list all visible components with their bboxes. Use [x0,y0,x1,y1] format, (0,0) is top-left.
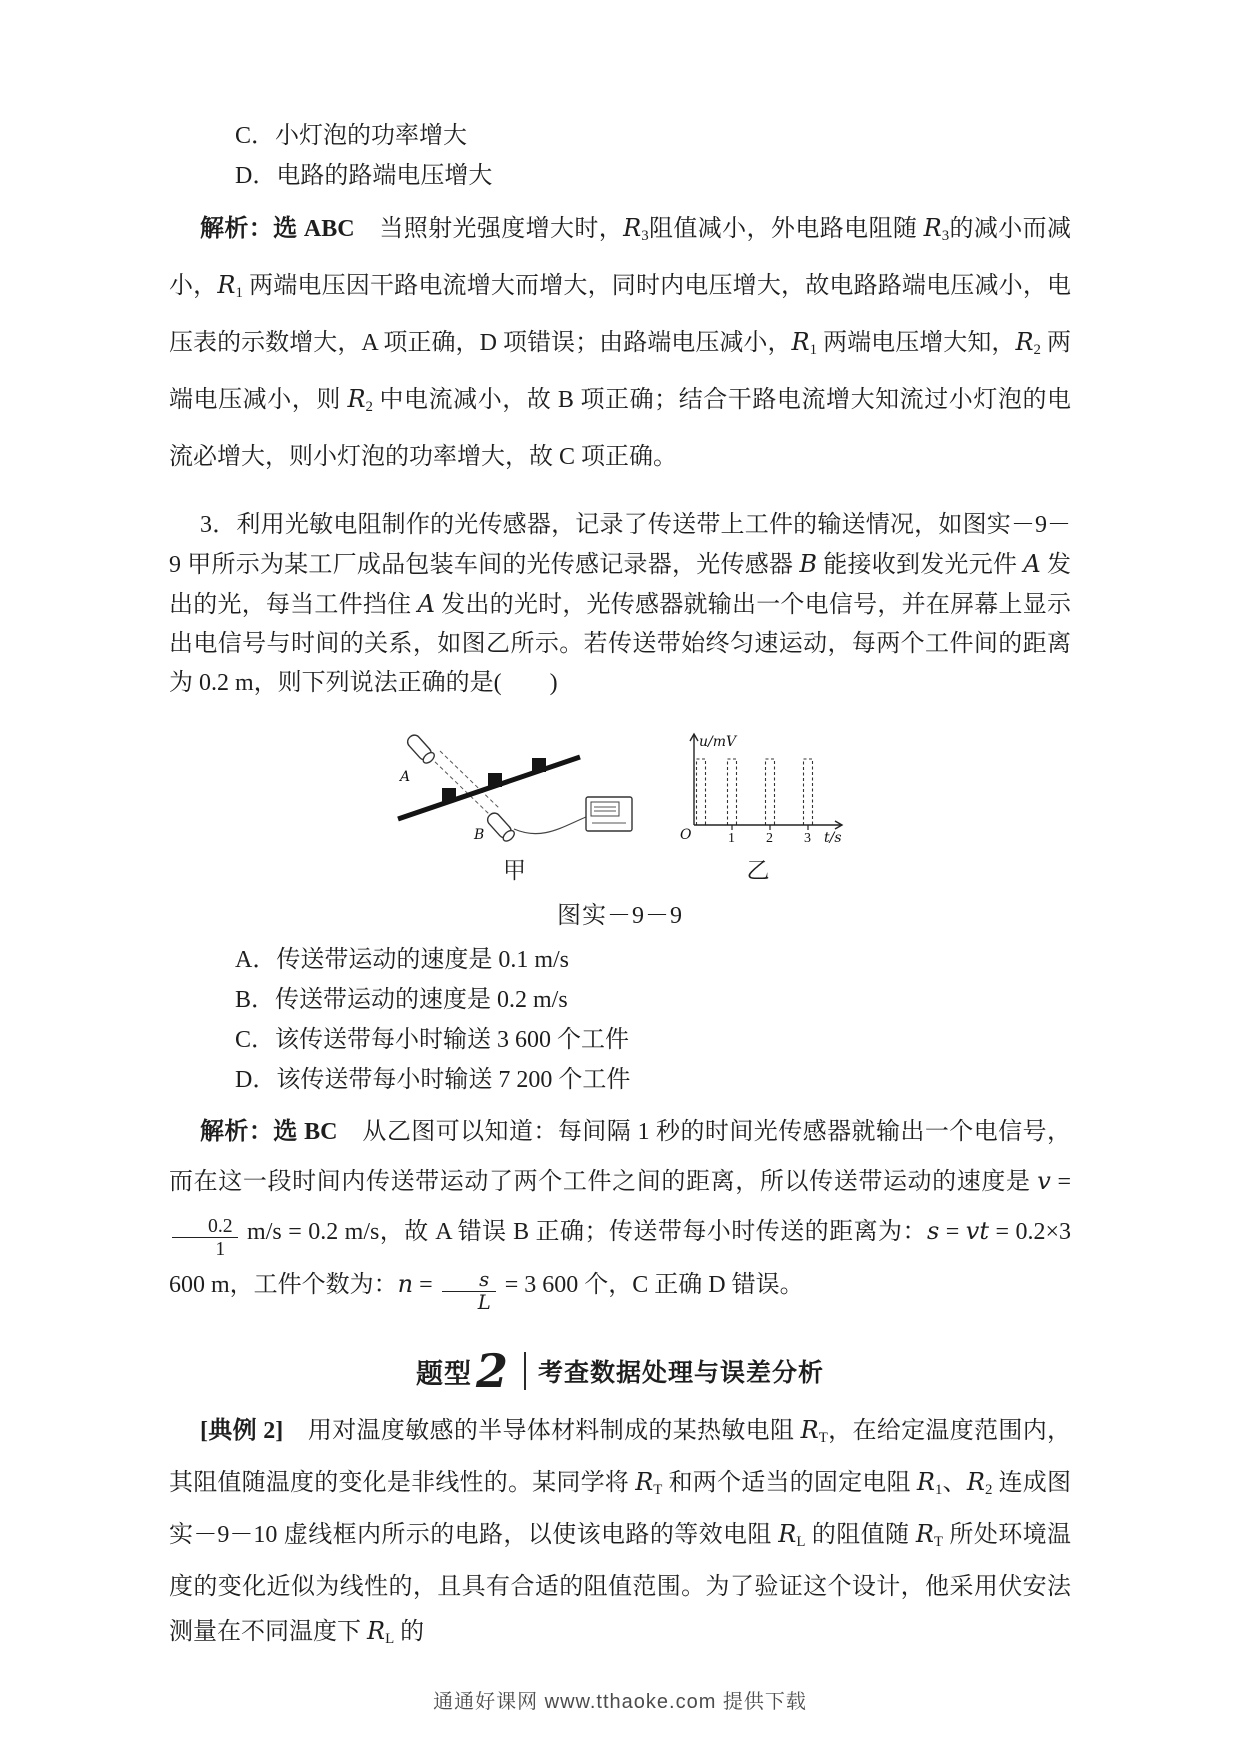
axis-origin-label: O [679,826,691,843]
tick-label: 3 [803,830,811,845]
analysis-2-lead: 解析：选 BC [200,1118,338,1145]
recorder-screen [591,802,619,816]
signal-graph [666,727,851,845]
signal-pulse [696,759,705,825]
section-number: 2 [475,1344,508,1399]
tick-label: 2 [765,830,773,845]
receiver-cylinder [485,810,516,842]
conveyor-diagram [390,727,640,845]
inline-fraction: $\frac{s}{L}$ [442,1269,496,1314]
figure-jia-label: 甲 [503,857,526,883]
signal-pulse [803,759,812,825]
analysis-1-body: 当照射光强度增大时，R3阻值减小，外电路电阻随 R3的减小而减小，R1 两端电压因干路电流增大而增大，同时内电压增大，故电路路端电压减小，电压表的示数增大，A 项正确，D 项错误；由路端电压减小，R1 两端电压增大知，R2 两端电压减小，则 R2 中电流减小，故 B 项正确；结合干路电流增大知流过小灯泡的电流必增大，则小灯泡的功率增大，故 C 项正确。 [169,214,1072,470]
figure-jia [390,727,640,885]
emitter-cylinder [405,732,436,764]
signal-pulse [727,759,736,825]
pulse-group [696,759,812,825]
belt-line [398,757,580,819]
figure-caption: 图实－9－9 [557,902,683,929]
page-footer: 通通好课网 www.tthaoke.com 提供下载 [433,1690,807,1713]
workpiece-square [442,788,456,802]
tick-label: 1 [727,830,735,845]
workpiece-square [532,758,546,772]
question-3-options [169,940,1071,1100]
workpiece-square [488,773,502,787]
page-content [169,116,1071,1685]
option-b: B．传送带运动的速度是 0.2 m/s [235,986,568,1013]
option-c: C．该传送带每小时输送 3 600 个工件 [235,1026,630,1053]
signal-pulse [765,759,774,825]
section-header [169,1342,1071,1400]
emitter-label: A [399,768,410,785]
analysis-2-body: 从乙图可以知道：每间隔 1 秒的时间光传感器就输出一个电信号，而在这一段时间内传送带运动了两个工件之间的距离，所以传送带运动的速度是 v = $\frac{0.2}{1}$ m/s = 0.2 m/s，故 A 错误 B 正确；传送带每小时传送的距离为：s = vt = 0.2×3 600 m，工件个数为：n = $\frac{s}{L}$ = 3 600 个，C 正确 D 错误。 [169,1118,1071,1315]
x-axis-label: t/s [823,829,842,845]
figure-yi [666,727,851,885]
question-3-stem: 3．利用光敏电阻制作的光传感器，记录了传送带上工件的输送情况，如图实－9－9 甲所示为某工厂成品包装车间的光传感记录器，光传感器 B 能接收到发光元件 A 发出的光，每当工件挡住 A 发出的光时，光传感器就输出一个电信号，并在屏幕上显示出电信号与时间的关系，如图乙所示。若传送带始终匀速运动，每两个工件间的距离为 0.2 m，则下列说法正确的是( ) [169,511,1072,696]
option-a: A．传送带运动的速度是 0.1 m/s [235,946,570,973]
analysis-1 [169,204,1071,482]
section-divider [524,1352,526,1390]
recorder-cable [514,817,586,834]
figure-yi-label: 乙 [746,857,770,883]
figure-9-9 [169,727,1071,885]
example-2-paragraph: [典例 2] 用对温度敏感的半导体材料制成的某热敏电阻 RT，在给定温度范围内，其阻值随温度的变化是非线性的。某同学将 RT 和两个适当的固定电阻 R1、R2 连成图实－9－10 虚线框内所示的电路，以使该电路的等效电阻 RL 的阻值随 RT 所处环境温度的变化近似为线性的，且具有合适的阻值范围。为了验证这个设计，他采用伏安法测量在不同温度下 RL 的 [169,1416,1072,1647]
option-d: D．该传送带每小时输送 7 200 个工件 [235,1066,631,1093]
inline-fraction: $\frac{0.2}{1}$ [172,1215,238,1260]
y-axis-label: u/mV [698,733,736,750]
option-d-q2: D．电路的路端电压增大 [235,163,493,189]
section-prefix: 题型 [415,1358,472,1389]
receiver-label: B [473,826,484,843]
option-c-q2: C．小灯泡的功率增大 [235,123,468,149]
analysis-1-lead: 解析：选 ABC [200,216,355,242]
analysis-2 [169,1108,1071,1315]
section-title: 考查数据处理与误差分析 [538,1360,825,1388]
